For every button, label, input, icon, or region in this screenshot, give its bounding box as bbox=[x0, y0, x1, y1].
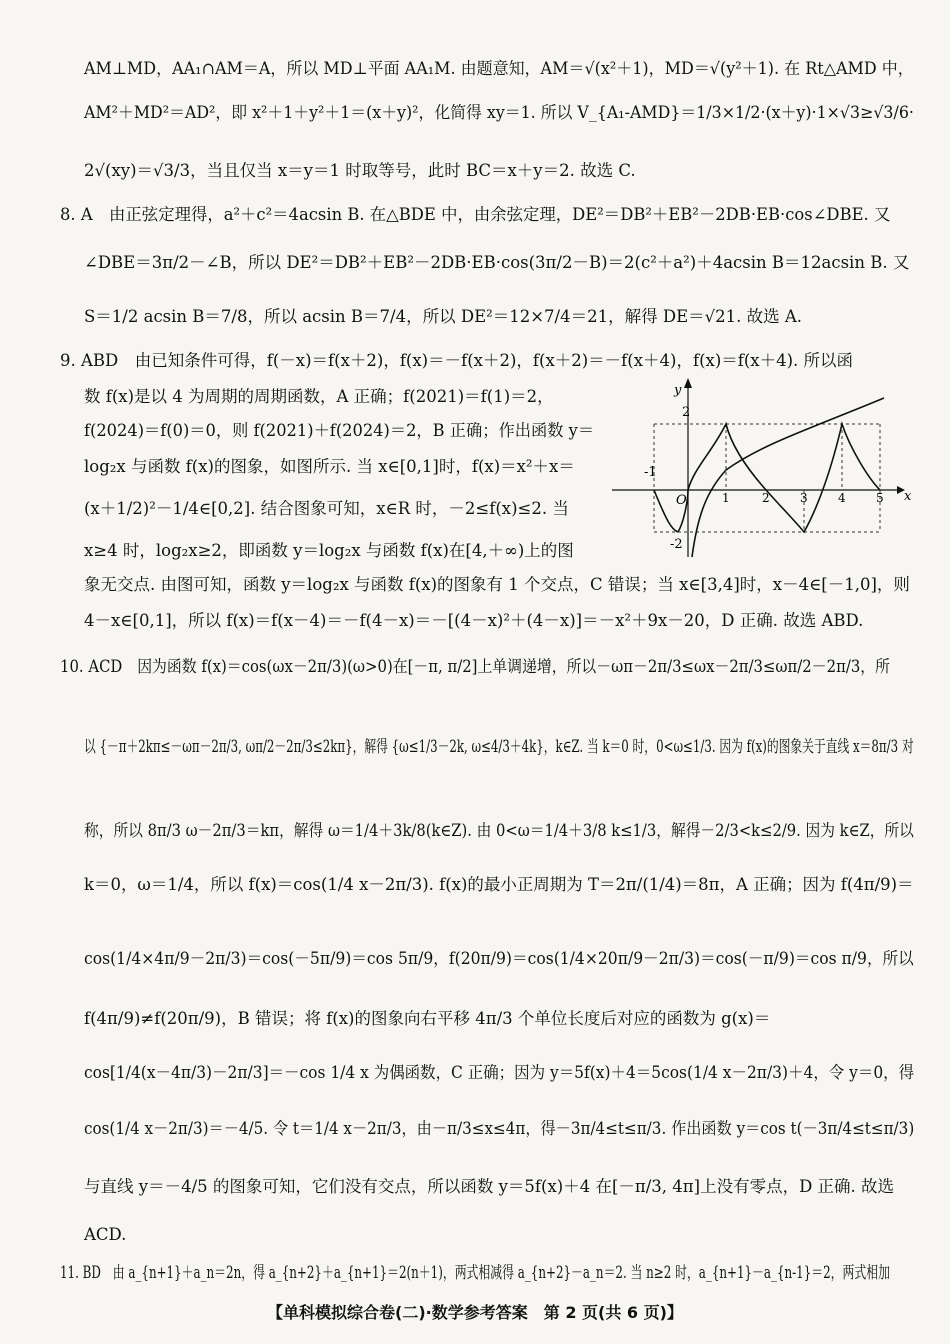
text-line: cos(1/4 x－2π/3)＝－4/5. 令 t＝1/4 x－2π/3，由－π/3≤x≤4π，得－3π/4≤t≤π/3. 作出函数 y＝cos t(－3π/4≤t≤π/3) bbox=[84, 1119, 915, 1138]
fx-curve-segment bbox=[654, 490, 678, 532]
text-line: 与直线 y＝－4/5 的图象可知，它们没有交点，所以函数 y＝5f(x)＋4 在[－π/3, 4π]上没有零点，D 正确. 故选 bbox=[84, 1177, 895, 1196]
text-line: cos[1/4(x－4π/3)－2π/3]＝－cos 1/4 x 为偶函数，C 正确；因为 y＝5f(x)＋4＝5cos(1/4 x－2π/3)＋4，令 y＝0，得 bbox=[84, 1063, 915, 1082]
text-line: 数 f(x)是以 4 为周期的周期函数，A 正确；f(2021)＝f(1)＝2， bbox=[84, 387, 554, 406]
text-line: 11. BD 由 a_{n+1}＋a_n＝2n，得 a_{n+2}＋a_{n+1}＝2(n＋1)，两式相减得 a_{n+2}－a_n＝2. 当 n≥2 时，a_{n+1}－a_{n-1}＝2，两式相加 bbox=[60, 1263, 890, 1282]
text-line: 称，所以 8π/3 ω－2π/3＝kπ，解得 ω＝1/4＋3k/8(k∈Z). 由 0<ω＝1/4＋3/8 k≤1/3，解得－2/3<k≤2/9. 因为 k∈Z，所以 bbox=[84, 821, 914, 840]
text-line: AM⊥MD，AA₁∩AM＝A，所以 MD⊥平面 AA₁M. 由题意知，AM＝√(x²＋1)，MD＝√(y²＋1). 在 Rt△AMD 中， bbox=[84, 59, 914, 78]
x-tick-4: 4 bbox=[838, 491, 846, 505]
x-tick-neg1: -1 bbox=[644, 465, 657, 480]
y-tick-2: 2 bbox=[682, 405, 691, 420]
text-line: ∠DBE＝3π/2－∠B，所以 DE²＝DB²＋EB²－2DB·EB·cos(3π/2－B)＝2(c²＋a²)＋4acsin B＝12acsin B. 又 bbox=[84, 253, 910, 272]
text-line: 4－x∈[0,1]，所以 f(x)＝f(x－4)＝－f(4－x)＝－[(4－x)²＋(4－x)]＝－x²＋9x－20，D 正确. 故选 ABD. bbox=[84, 611, 864, 630]
y-tick-neg2: -2 bbox=[670, 537, 683, 552]
text-line: 8. A 由正弦定理得，a²＋c²＝4acsin B. 在△BDE 中，由余弦定理，DE²＝DB²＋EB²－2DB·EB·cos∠DBE. 又 bbox=[60, 205, 891, 224]
y-axis-arrow-icon bbox=[684, 378, 692, 388]
text-line: ACD. bbox=[84, 1225, 127, 1244]
x-tick-1: 1 bbox=[722, 491, 730, 505]
text-line: log₂x 与函数 f(x)的图象，如图所示. 当 x∈[0,1]时，f(x)＝x²＋x＝ bbox=[84, 457, 575, 476]
text-line: 2√(xy)＝√3/3，当且仅当 x＝y＝1 时取等号，此时 BC＝x＋y＝2. 故选 C. bbox=[84, 161, 636, 180]
x-tick-2: 2 bbox=[762, 491, 770, 505]
text-line: AM²＋MD²＝AD²，即 x²＋1＋y²＋1＝(x＋y)²，化简得 xy＝1. 所以 V_{A₁-AMD}＝1/3×1/2·(x＋y)·1×√3≥√3/6· bbox=[84, 103, 914, 122]
x-tick-5: 5 bbox=[876, 491, 884, 505]
text-line: cos(1/4×4π/9－2π/3)＝cos(－5π/9)＝cos 5π/9，f(20π/9)＝cos(1/4×20π/9－2π/3)＝cos(－π/9)＝cos π/9，所以 bbox=[84, 949, 914, 968]
text-line: f(2024)＝f(0)＝0，则 f(2021)＋f(2024)＝2，B 正确；作出函数 y＝ bbox=[84, 421, 595, 440]
x-tick-3: 3 bbox=[800, 491, 808, 505]
text-line: 以 {－π＋2kπ≤－ωπ－2π/3, ωπ/2－2π/3≤2kπ}，解得 {ω≤1/3－2k, ω≤4/3＋4k}，k∈Z. 当 k＝0 时，0<ω≤1/3. 因为 f(x)的图象关于直线 x＝8π/3 对 bbox=[84, 737, 914, 756]
text-line: 10. ACD 因为函数 f(x)＝cos(ωx－2π/3)(ω>0)在[－π, π/2]上单调递增，所以－ωπ－2π/3≤ωx－2π/3≤ωπ/2－2π/3，所 bbox=[60, 657, 890, 676]
x-axis-label: x bbox=[904, 489, 912, 504]
origin-label: O bbox=[676, 493, 687, 508]
log2-curve bbox=[692, 398, 884, 557]
text-line: (x＋1/2)²－1/4∈[0,2]. 结合图象可知，x∈R 时，－2≤f(x)≤2. 当 bbox=[84, 499, 569, 518]
text-line: 象无交点. 由图可知，函数 y＝log₂x 与函数 f(x)的图象有 1 个交点，C 错误；当 x∈[3,4]时，x－4∈[－1,0]，则 bbox=[84, 575, 910, 594]
y-axis-label: y bbox=[674, 383, 682, 398]
text-line: f(4π/9)≠f(20π/9)，B 错误；将 f(x)的图象向右平移 4π/3 个单位长度后对应的函数为 g(x)＝ bbox=[84, 1009, 771, 1028]
text-line: S＝1/2 acsin B＝7/8，所以 acsin B＝7/4，所以 DE²＝12×7/4＝21，解得 DE＝√21. 故选 A. bbox=[84, 307, 803, 326]
text-line: 9. ABD 由已知条件可得，f(－x)＝f(x＋2)，f(x)＝－f(x＋2)，f(x＋2)＝－f(x＋4)，f(x)＝f(x＋4). 所以函 bbox=[60, 351, 854, 370]
page-footer: 【单科模拟综合卷(二)·数学参考答案 第 2 页(共 6 页)】 bbox=[267, 1303, 683, 1322]
text-line: k＝0，ω＝1/4，所以 f(x)＝cos(1/4 x－2π/3). f(x)的最小正周期为 T＝2π/(1/4)＝8π，A 正确；因为 f(4π/9)＝ bbox=[84, 875, 914, 894]
function-graph bbox=[612, 372, 912, 562]
text-line: x≥4 时，log₂x≥2，即函数 y＝log₂x 与函数 f(x)在[4,＋∞)上的图 bbox=[84, 541, 574, 560]
